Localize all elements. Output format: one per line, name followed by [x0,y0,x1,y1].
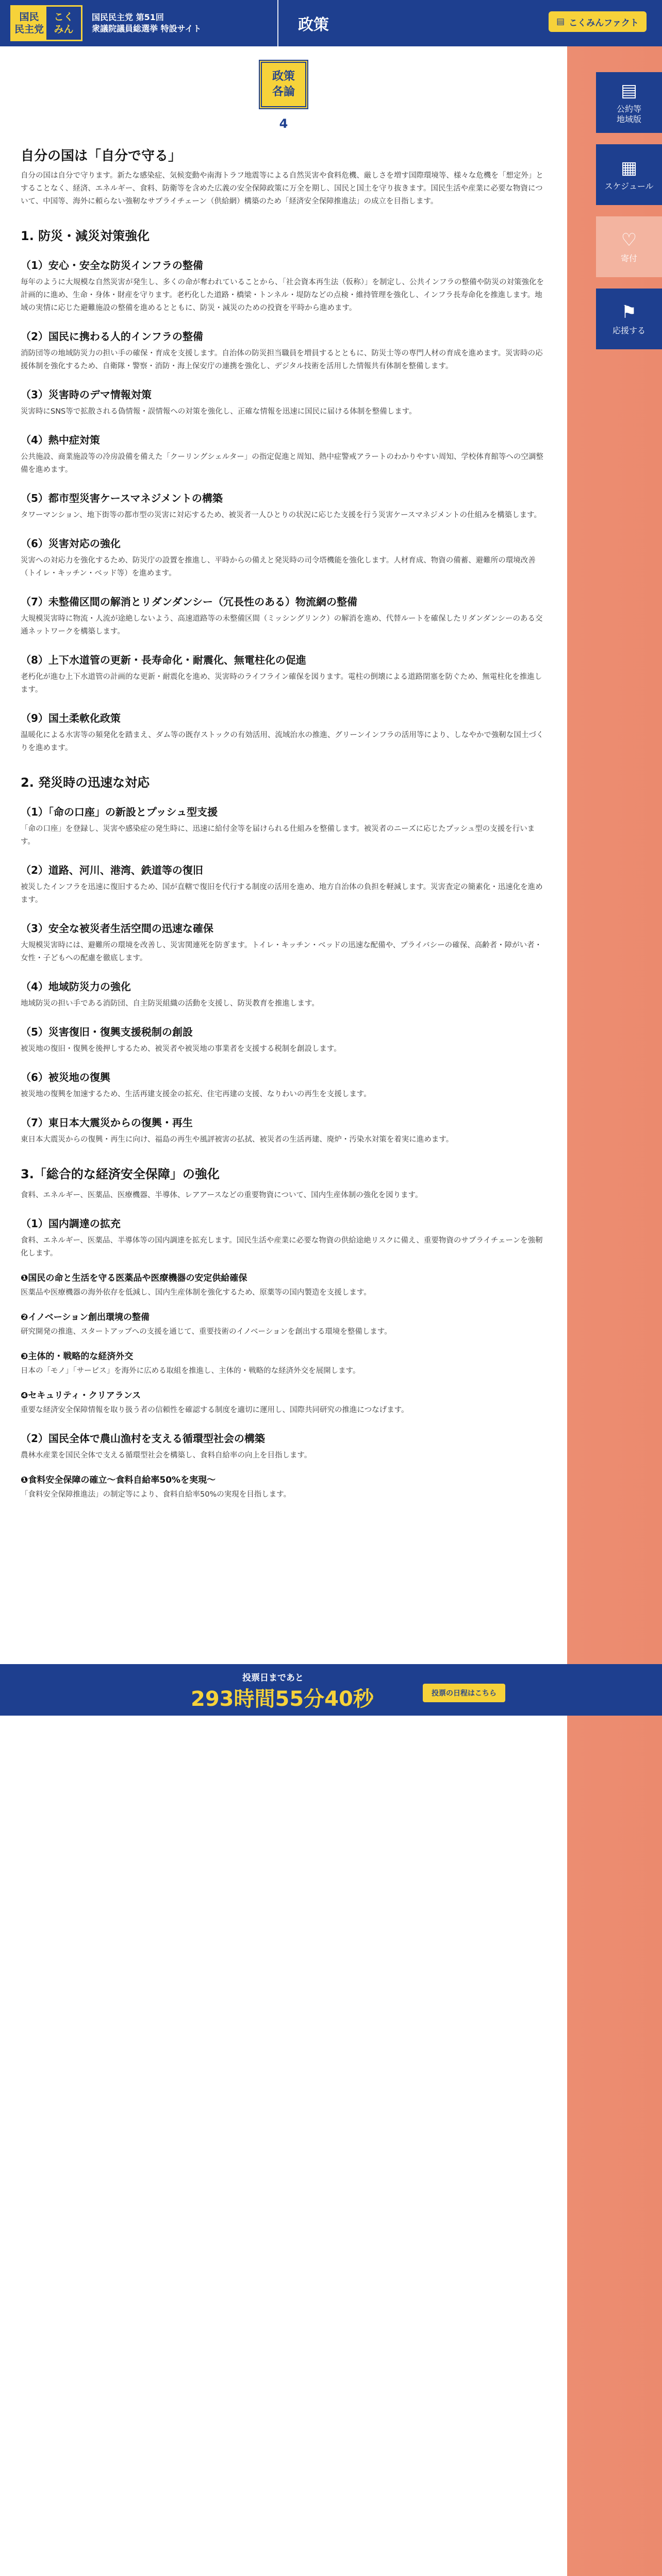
policy-item-text: 災害への対応力を強化するため、防災庁の設置を推進し、平時からの備えと発災時の司令塔機能を強化します。人材育成、物資の備蓄、避難所の環境改善（トイレ・キッチン・ベッド等）を進めます。 [21,556,536,578]
policy-item-text: 医薬品や医療機器の海外依存を低減し、国内生産体制を強化するため、原薬等の国内製造を支援します。 [21,1289,371,1297]
policy-subitem-heading: ❷イノベーション創出環境の整備 [21,1312,150,1323]
policy-item-text: タワーマンション、地下街等の都市型の災害に対応するため、被災者一人ひとりの状況に応じた支援を行う災害ケースマネジメントの仕組みを構築します。 [21,511,541,519]
policy-item-heading: （1）国内調達の拡充 [21,1217,121,1230]
policy-item-text: 農林水産業を国民全体で支える循環型社会を構築し、食料自給率の向上を目指します。 [21,1451,312,1460]
policy-item-heading: （6）災害対応の強化 [21,537,121,550]
section-heading: 3.「総合的な経済安全保障」の強化 [21,1167,220,1181]
policy-item-heading: （2）道路、河川、港湾、鉄道等の復旧 [21,864,203,876]
flag-icon: ⚑ [621,302,637,323]
policy-item-heading: （2）国民全体で農山漁村を支える循環型社会の構築 [21,1432,265,1445]
policy-subitem-heading: ❸主体的・戦略的な経済外交 [21,1351,134,1362]
section-heading: 2. 発災時の迅速な対応 [21,775,150,790]
policy-item-text: 老朽化が進む上下水道管の計画的な更新・耐震化を進め、災害時のライフライン確保を図ります。電柱の倒壊による道路閉塞を防ぐため、無電柱化を推進します。 [21,673,542,694]
rail-button-donate[interactable]: ♡ 寄付 [596,216,662,277]
policy-content [0,46,567,2576]
policy-item-heading: （3）災害時のデマ情報対策 [21,388,152,401]
policy-item-heading: （8）上下水道管の更新・長寿命化・耐震化、無電柱化の促進 [21,654,306,666]
policy-item-text: 被災地の復旧・復興を後押しするため、被災者や被災地の事業者を支援する税制を創設します。 [21,1045,341,1053]
right-rail [596,72,662,361]
policy-item-text: 「命の口座」を登録し、災害や感染症の発生時に、迅速に給付金等を届けられる仕組みを整備します。被災者のニーズに応じたプッシュ型の支援を行います。 [21,825,535,846]
section-title: 政策 [298,16,329,34]
rail-button-schedule[interactable]: ▦ スケジュール [596,144,662,205]
policy-item-text: 大規模災害時に物流・人流が途絶しないよう、高速道路等の未整備区間（ミッシングリンク）の解消を進め、代替ルートを確保したリダンダンシーのある交通ネットワークを構築します。 [21,615,543,636]
policy-item-text: 地域防災の担い手である消防団、自主防災組織の活動を支援し、防災教育を推進します。 [21,999,319,1008]
policy-subitem-heading: ❶食料安全保障の確立～食料自給率50%を実現～ [21,1475,216,1485]
countdown-label: 投票日まであと [242,1673,304,1683]
header-divider [277,0,278,46]
policy-item-text: 毎年のように大規模な自然災害が発生し、多くの命が奪われていることから、「社会資本再生法（仮称）」を制定し、公共インフラの整備や防災の対策強化を計画的に進め、生命・身体・財産を守ります。老朽化した道路・橋梁・トンネル・堤防などの点検・維持管理を強化し、インフラ長寿命化を推進します。地域の実情に応じた避難施設の整備を進めるとともに、防災・減災のための投資を平時から進めます。 [21,278,544,312]
document-icon: ▤ [556,16,565,27]
policy-item-heading: （2）国民に携わる人的インフラの整備 [21,330,203,343]
page-title: 自分の国は「自分で守る」 [21,148,182,164]
section-heading: 1. 防災・減災対策強化 [21,229,150,243]
calendar-icon: ▦ [620,158,638,178]
policy-item-text: 消防団等の地域防災力の担い手の確保・育成を支援します。自治体の防災担当職員を増員するとともに、防災士等の専門人材の育成を進めます。災害時の応援体制を強化するため、自衛隊・警察・消防・海上保安庁の連携を強化し、デジタル技術を活用した情報共有体制を整備します。 [21,349,543,370]
policy-item-heading: （7）未整備区間の解消とリダンダンシー（冗長性のある）物流網の整備 [21,596,358,608]
party-logo[interactable] [10,5,82,41]
policy-subitem-heading: ❶国民の命と生活を守る医薬品や医療機器の安定供給確保 [21,1273,247,1283]
policy-item-heading: （5）災害復旧・復興支援税制の創設 [21,1026,193,1038]
policy-item-text: 食料、エネルギー、医薬品、半導体等の国内調達を拡充します。国民生活や産業に必要な物資の供給途絶リスクに備え、重要物資のサプライチェーンを強靭化します。 [21,1236,543,1258]
policy-item-text: 東日本大震災からの復興・再生に向け、福島の再生や風評被害の払拭、被災者の生活再建、廃炉・汚染水対策を着実に進めます。 [21,1136,454,1144]
heart-icon: ♡ [621,230,637,250]
logo-left: 国民 民主党 [12,7,46,40]
policy-item-text: 公共施設、商業施設等の冷房設備を備えた「クーリングシェルター」の指定促進と周知、熱中症警戒アラートのわかりやすい周知、学校体育館等への空調整備を進めます。 [21,453,543,474]
policy-item-text: 研究開発の推進、スタートアップへの支援を通じて、重要技術のイノベーションを創出する環境を整備します。 [21,1328,392,1336]
election-schedule-button[interactable]: 投票の日程はこちら [423,1684,505,1702]
policy-item-text: 大規模災害時には、避難所の環境を改善し、災害関連死を防ぎます。トイレ・キッチン・ベッドの迅速な配備や、プライバシーの確保、高齢者・障がい者・女性・子どもへの配慮を徹底します。 [21,941,542,962]
policy-item-text: 被災地の復興を加速するため、生活再建支援金の拡充、住宅再建の支援、なりわいの再生を支援します。 [21,1090,371,1098]
countdown-value: 293時間55分40秒 [191,1687,374,1711]
site-header [0,0,662,46]
site-title[interactable]: 国民民主党 第51回 衆議院議員総選挙 特設サイト [92,12,202,33]
policy-item-text: 災害時にSNS等で拡散される偽情報・誤情報への対策を強化し、正確な情報を迅速に国民に届ける体制を整備します。 [21,408,417,416]
policy-item-heading: （9）国土柔軟化政策 [21,712,121,724]
policy-item-text: 重要な経済安全保障情報を取り扱う者の信頼性を確認する制度を適切に運用し、国際共同研究の推進につなげます。 [21,1406,409,1414]
policy-item-heading: （1）「命の口座」の新設とプッシュ型支援 [21,806,218,818]
policy-subitem-heading: ❹セキュリティ・クリアランス [21,1391,141,1401]
document-icon: ▤ [620,80,638,101]
policy-badge: 政策 各論 [259,60,308,109]
logo-right: こく みん [46,7,81,40]
policy-item-heading: （7）東日本大震災からの復興・再生 [21,1116,193,1129]
rail-button-pledge[interactable]: ▤ 公約等 地域版 [596,72,662,133]
policy-item-heading: （6）被災地の復興 [21,1071,110,1083]
policy-item-heading: （1）安心・安全な防災インフラの整備 [21,259,203,272]
chapter-number: 4 [279,116,288,131]
policy-item-text: 被災したインフラを迅速に復旧するため、国が直轄で復旧を代行する制度の活用を進め、地方自治体の負担を軽減します。災害査定の簡素化・迅速化を進めます。 [21,883,543,904]
kokumin-fact-button[interactable]: ▤ こくみんファクト [549,11,647,32]
intro-text: 自分の国は自分で守ります。新たな感染症、気候変動や南海トラフ地震等による自然災害や食料危機、厳しさを増す国際環境等、様々な危機を「想定外」とすることなく、経済、エネルギー、食料、防衛等を含めた広義の安全保障政策に万全を期し、国民と国土を守り抜きます。国民生活や産業に必要な物資について、中国等、海外に頼らない強靭なサプライチェーン（供給網）構築のため「経済安全保障推進法」の成立を目指します。 [21,172,543,206]
policy-item-heading: （3）安全な被災者生活空間の迅速な確保 [21,922,213,935]
countdown-banner [0,1664,662,1716]
policy-item-heading: （4）地域防災力の強化 [21,980,131,993]
policy-item-text: 温暖化による水害等の頻発化を踏まえ、ダム等の既存ストックの有効活用、流域治水の推進、グリーンインフラの活用等により、しなやかで強靭な国土づくりを進めます。 [21,731,544,752]
section-intro: 食料、エネルギー、医薬品、医療機器、半導体、レアアースなどの重要物資について、国内生産体制の強化を図ります。 [21,1191,423,1199]
policy-item-text: 日本の「モノ」「サービス」を海外に広める取組を推進し、主体的・戦略的な経済外交を展開します。 [21,1367,360,1375]
policy-item-heading: （4）熱中症対策 [21,434,100,446]
policy-item-text: 「食料安全保障推進法」の制定等により、食料自給率50%の実現を目指します。 [21,1490,291,1499]
policy-item-heading: （5）都市型災害ケースマネジメントの構築 [21,492,223,504]
rail-button-support[interactable]: ⚑ 応援する [596,289,662,349]
